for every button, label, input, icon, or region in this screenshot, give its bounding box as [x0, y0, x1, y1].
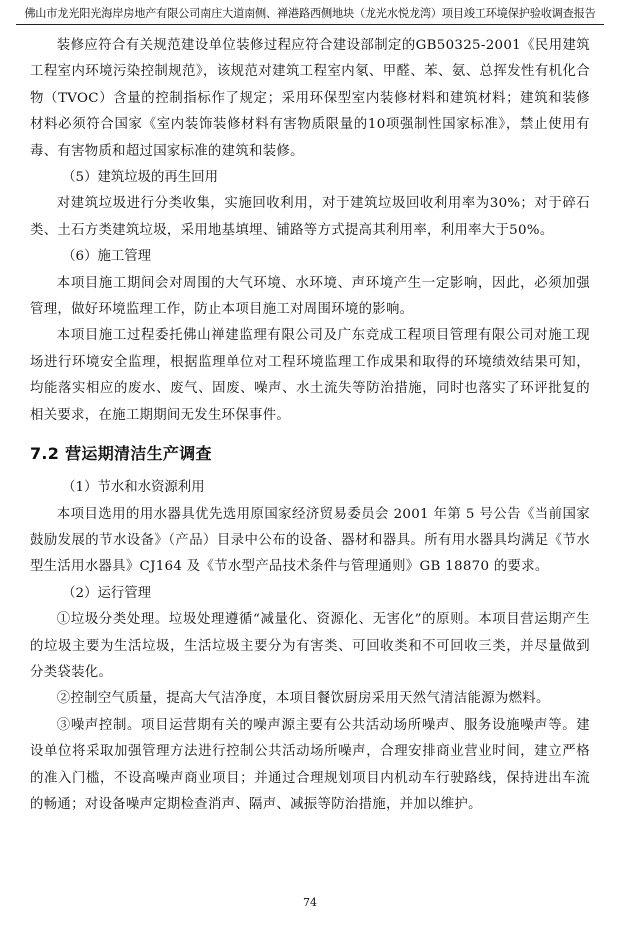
- paragraph-construction-waste: 对建筑垃圾进行分类收集，实施回收利用，对于建筑垃圾回收利用率为30%；对于碎石类、土石方类建筑垃圾，采用地基填埋、铺路等方式提高其利用率，利用率大于50%。: [30, 196, 590, 238]
- paragraph-garbage-sorting: ①垃圾分类处理。垃圾处理遵循“减量化、资源化、无害化”的原则。本项目营运期产生的垃圾主要为生活垃圾，生活垃圾主要分为有害类、可回收类和不可回收三类，并尽量做到分类袋装化。: [30, 612, 590, 680]
- section-heading-7-2: 7.2 营运期清洁生产调查: [30, 444, 212, 464]
- page-header: 佛山市龙光阳光海岸房地产有限公司南庄大道南侧、禅港路西侧地块（龙光水悦龙湾）项目竣工环境保护验收调查报告: [24, 7, 596, 20]
- paragraph-supervision: 本项目施工过程委托佛山禅建监理有限公司及广东竞成工程项目管理有限公司对施工现场进行环境安全监理，根据监理单位对工程环境监理工作成果和取得的环境绩效结果可知，均能落实相应的废水、废气、固废、噪声、水土流失等防治措施，同时也落实了环评批复的相关要求，在施工期期间无发生环保事件。: [30, 328, 590, 423]
- paragraph-decoration-standards: 装修应符合有关规范建设单位装修过程应符合建设部制定的GB50325-2001《民用建筑工程室内环境污染控制规范》，该规范对建筑工程室内氡、甲醛、苯、氨、总挥发性有机化合物（TVOC）含量的控制指标作了规定；采用环保型室内装修材料和建筑材料；建筑和装修材料必须符合国家《室内装饰装修材料有害物质限量的10项强制性国家标准》，禁止使用有毒、有害物质和超过国家标准的建筑和装修。: [30, 38, 590, 159]
- subheading-construction-waste: （5）建筑垃圾的再生回用: [62, 170, 218, 186]
- header-divider: [16, 24, 604, 25]
- document-body: [30, 33, 590, 818]
- paragraph-water-saving: 本项目选用的用水器具优先选用原国家经济贸易委员会 2001 年第 5 号公告《当前国家鼓励发展的节水设备》（产品）目录中公布的设备、器材和器具。所有用水器具均满足《节水型生活用水器具》CJ164 及《节水型产品技术条件与管理通则》GB 18870 的要求。: [30, 506, 590, 575]
- paragraph-air-quality: ②控制空气质量，提高大气洁净度，本项目餐饮厨房采用天然气清洁能源为燃料。: [56, 691, 550, 707]
- paragraph-noise-control: ③噪声控制。项目运营期有关的噪声源主要有公共活动场所噪声、服务设施噪声等。建设单位将采取加强管理方法进行控制公共活动场所噪声，合理安排商业营业时间，建立严格的准入门槛，不设高噪声商业项目；并通过合理规划项目内机动车行驶路线，保持进出车流的畅通；对设备噪声定期检查消声、隔声、减振等防治措施，并加以维护。: [30, 717, 590, 812]
- paragraph-construction-impact: 本项目施工期间会对周围的大气环境、水环境、声环境产生一定影响，因此，必须加强管理，做好环境监理工作，防止本项目施工对周围环境的影响。: [30, 275, 590, 318]
- page-number: 74: [303, 896, 317, 909]
- subheading-operation-management: （2）运行管理: [62, 585, 152, 601]
- subheading-water-saving: （1）节水和水资源利用: [62, 480, 205, 496]
- subheading-construction-management: （6）施工管理: [62, 249, 152, 265]
